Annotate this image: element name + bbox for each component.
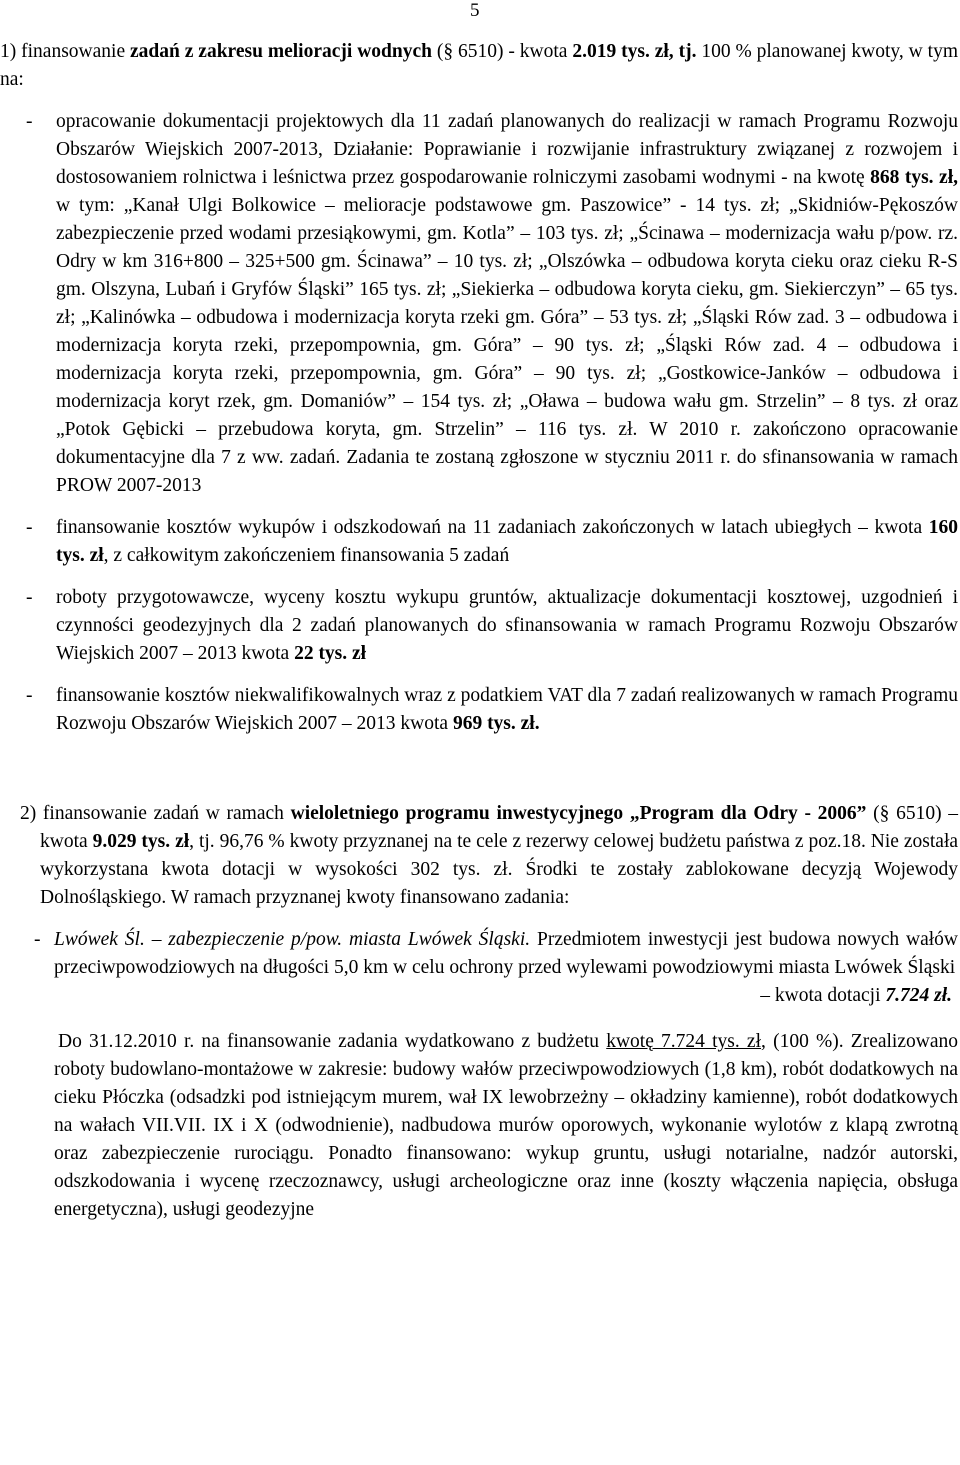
section-2-intro: 2) finansowanie zadań w ramach wieloletniego programu inwestycyjnego „Program dla Odry - 2006” (§ 6510) – kwota 9.029 tys. zł, tj. 96,76 % kwoty przyznanej na te cele z rezerwy celowej budżetu państwa z poz.18. Nie została wykorzystana kwota dotacji w wysokości 302 tys. zł. Środki te zostały zablokowane decyzją Wojewody Dolnośląskiego. W ramach przyznanej kwoty finansowano zadania:: [20, 803, 959, 908]
page-number: 5: [470, 0, 480, 21]
section-1-intro: 1) finansowanie zadań z zakresu melioracji wodnych (§ 6510) - kwota 2.019 tys. zł, tj. 100 % planowanej kwoty, w tym na:: [0, 41, 958, 90]
section-1-item-buyouts: - finansowanie kosztów wykupów i odszkodowań na 11 zadaniach zakończonych w latach ubiegłych – kwota 160 tys. zł, z całkowitym zakończeniem finansowania 5 zadań: [26, 517, 958, 566]
section-1-item-preparatory-works: - roboty przygotowawcze, wyceny kosztu wykupu gruntów, aktualizacje dokumentacji kosztowej, uzgodnień i czynności geodezyjnych dla 2 zadań planowanych do sfinansowania w ramach Programu Rozwoju Obszarów Wiejskich 2007 – 2013 kwota 22 tys. zł: [26, 587, 958, 664]
section-1-item-documentation: - opracowanie dokumentacji projektowych dla 11 zadań planowanych do realizacji w ramach Programu Rozwoju Obszarów Wiejskich 2007-2013, Działanie: Poprawianie i rozwijanie infrastruktury związanej z rozwojem i dostosowaniem rolnictwa i leśnictwa przez gospodarowanie rolniczymi zasobami wodnymi - na kwotę 868 tys. zł, w tym: „Kanał Ulgi Bolkowice – melioracje podstawowe gm. Paszowice” - 14 tys. zł; „Skidniów-Pękoszów zabezpieczenie przed wodami przesiąkowymi, gm. Kotla” – 103 tys. zł; „Ścinawa – modernizacja wału p/pow. rz. Odry w km 316+800 – 325+500 gm. Ścinawa” – 10 tys. zł; „Olszówka – odbudowa koryta cieku oraz cieku R-S gm. Olszyna, Lubań i Gryfów Śląski” 165 tys. zł; „Siekierka – odbudowa koryta cieku, gm. Siekierczyn” – 65 tys. zł; „Kalinówka – odbudowa i modernizacja koryta rzeki gm. Góra” – 53 tys. zł; „Śląski Rów zad. 3 – odbudowa i modernizacja koryta rzeki, przepompownia, gm. Góra” – 90 tys. zł; „Śląski Rów zad. 4 – odbudowa i modernizacja koryta rzeki, przepompownia, gm. Góra” – 90 tys. zł; „Gostkowice-Janków – odbudowa i modernizacja koryt rzek, gm. Domaniów” – 154 tys. zł; „Oława – budowa wału gm. Strzelin” – 8 tys. zł oraz „Potok Gębicki – przebudowa koryta, gm. Strzelin” – 116 tys. zł. W 2010 r. zakończono opracowanie dokumentacyjne dla 7 z ww. zadań. Zadania te zostaną zgłoszone w styczniu 2011 r. do sfinansowania w ramach PROW 2007-2013: [26, 111, 958, 496]
document-body: [0, 38, 958, 1224]
section-1-item-vat-costs: - finansowanie kosztów niekwalifikowalnych wraz z podatkiem VAT dla 7 zadań realizowanych w ramach Programu Rozwoju Obszarów Wiejskich 2007 – 2013 kwota 969 tys. zł.: [26, 685, 958, 734]
section-2-spending-paragraph: Do 31.12.2010 r. na finansowanie zadania wydatkowano z budżetu kwotę 7.724 tys. zł, (100 %). Zrealizowano roboty budowlano-montażowe w zakresie: budowy wałów przeciwpowodziowych (1,8 km), robót dodatkowych na cieku Płóczka (odsadzki pod istniejącym murem, wał IX lewobrzeżny – okładziny kamienne), robót dodatkowych na wałach VII.VII. IX i X (odwodnienie), nadbudowa murów oporowych, wykonanie wylotów z klapą zwrotną oraz zabezpieczenie rurociągu. Ponadto finansowano: wykup gruntu, usługi notarialne, nadzór autorski, odszkodowania i wycenę rzeczoznawcy, usługi archeologiczne oraz inne (koszty włączenia napięcia, obsługa energetyczna), usługi geodezyjne: [54, 1031, 958, 1220]
grant-amount: – kwota dotacji 7.724 zł.: [760, 985, 952, 1006]
section-2-task-lwowek: - Lwówek Śl. – zabezpieczenie p/pow. miasta Lwówek Śląski. Przedmiotem inwestycji jest budowa nowych wałów przeciwpowodziowych na długości 5,0 km w celu ochrony przed wylewami powodziowymi miasta Lwówek Śląski: [34, 929, 958, 978]
